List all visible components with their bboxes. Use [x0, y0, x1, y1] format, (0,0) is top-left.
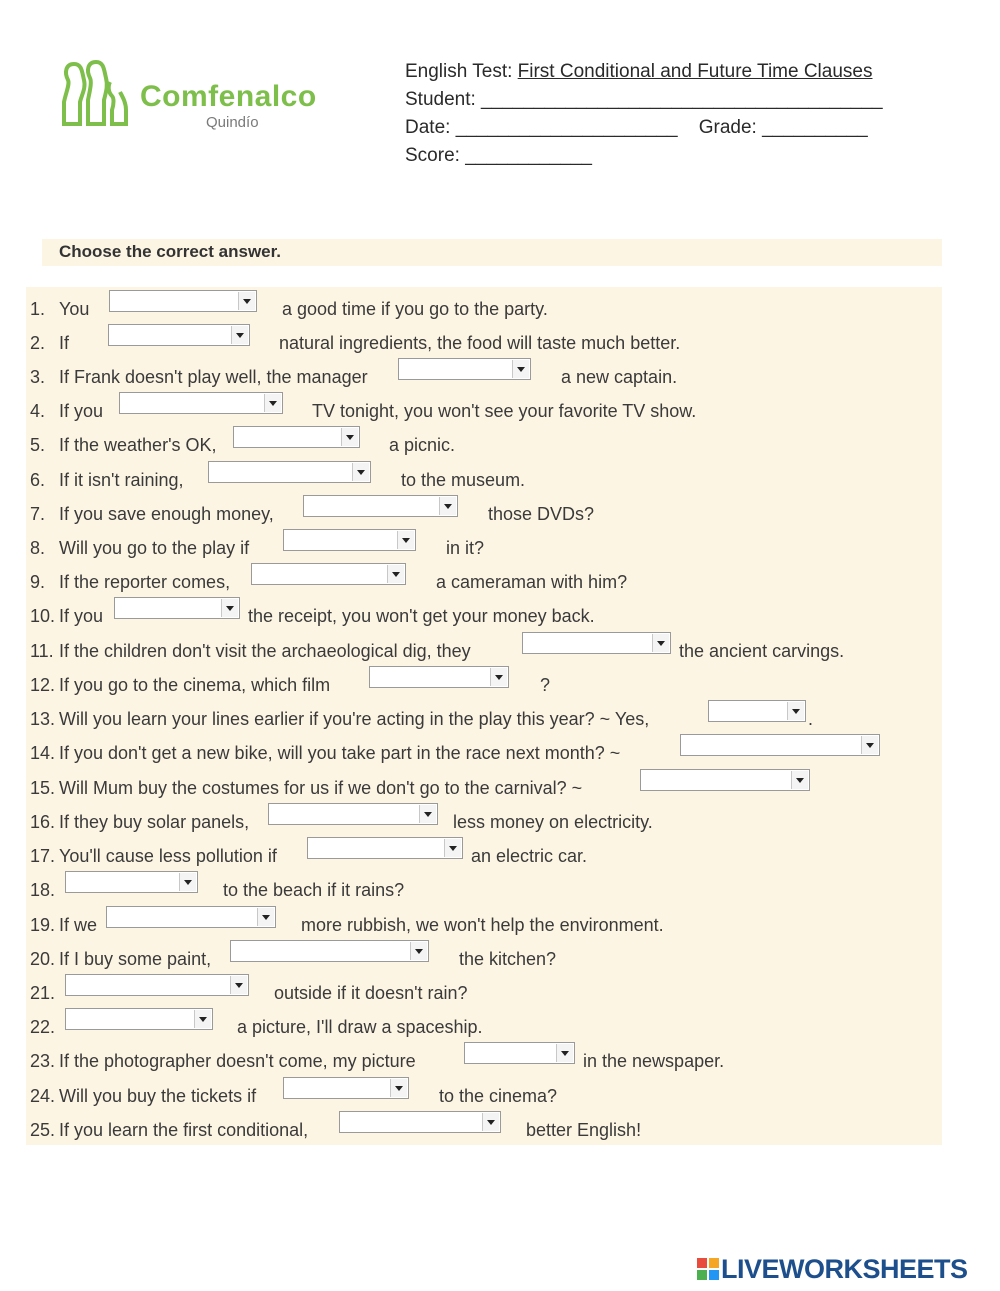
question-text-before: If [59, 333, 70, 353]
test-header [405, 58, 883, 170]
answer-dropdown[interactable] [106, 906, 276, 928]
question-number: 8. [30, 538, 46, 558]
answer-dropdown[interactable] [398, 358, 531, 380]
question-number: 10. [30, 606, 56, 626]
question-number: 3. [30, 367, 46, 387]
instruction-text: Choose the correct answer. [59, 242, 282, 261]
question-text-after: to the beach if it rains? [223, 880, 405, 900]
question-text-after: to the cinema? [439, 1086, 558, 1106]
question-text-after: . [808, 709, 814, 729]
logo-subtitle: Quindío [206, 114, 259, 131]
logo-figures-icon [60, 58, 136, 130]
answer-dropdown[interactable] [369, 666, 509, 688]
question-number: 4. [30, 401, 46, 421]
question-text-before: If the weather's OK, [59, 435, 217, 455]
question-number: 11. [30, 641, 54, 661]
question-text-before: If it isn't raining, [59, 470, 184, 490]
question-text-after: a good time if you go to the party. [282, 299, 548, 319]
answer-dropdown[interactable] [233, 426, 360, 448]
question-number: 18. [30, 880, 56, 900]
chevron-down-icon[interactable] [387, 565, 404, 583]
chevron-down-icon[interactable] [556, 1044, 573, 1062]
question-number: 14. [30, 743, 56, 763]
question-text-before: If the photographer doesn't come, my picture [59, 1051, 416, 1071]
question-text-before: If the children don't visit the archaeological dig, they [59, 641, 471, 661]
comfenalco-logo [60, 58, 350, 138]
question-number: 15. [30, 778, 56, 798]
chevron-down-icon[interactable] [238, 292, 255, 310]
chevron-down-icon[interactable] [179, 873, 196, 891]
question-number: 24. [30, 1086, 56, 1106]
score-line: Score: ____________ [405, 145, 592, 166]
chevron-down-icon[interactable] [264, 394, 281, 412]
test-title: First Conditional and Future Time Clauses [517, 61, 873, 82]
question-text-before: If we [59, 915, 98, 935]
chevron-down-icon[interactable] [787, 702, 804, 720]
question-text-before: If you save enough money, [59, 504, 274, 524]
student-line: Student: ______________________________________ [405, 89, 883, 110]
question-number: 25. [30, 1120, 56, 1140]
answer-dropdown[interactable] [268, 803, 438, 825]
question-text-before: If the reporter comes, [59, 572, 231, 592]
answer-dropdown[interactable] [109, 290, 257, 312]
chevron-down-icon[interactable] [861, 736, 878, 754]
chevron-down-icon[interactable] [257, 908, 274, 926]
answer-dropdown[interactable] [307, 837, 463, 859]
question-text-before: You'll cause less pollution if [59, 846, 277, 866]
question-text-after: a new captain. [561, 367, 678, 387]
question-number: 16. [30, 812, 56, 832]
chevron-down-icon[interactable] [231, 326, 248, 344]
question-number: 19. [30, 915, 56, 935]
chevron-down-icon[interactable] [410, 942, 427, 960]
chevron-down-icon[interactable] [397, 531, 414, 549]
question-text-after: the kitchen? [459, 949, 557, 969]
question-number: 12. [30, 675, 56, 695]
question-text-after: a cameraman with him? [436, 572, 628, 592]
date-grade-line: Date: _____________________ Grade: __________ [405, 117, 868, 138]
chevron-down-icon[interactable] [444, 839, 461, 857]
question-number: 21. [30, 983, 56, 1003]
question-text-before: If they buy solar panels, [59, 812, 250, 832]
answer-dropdown[interactable] [283, 529, 416, 551]
liveworksheets-logo [697, 1254, 968, 1285]
answer-dropdown[interactable] [208, 461, 371, 483]
question-text-after: a picnic. [389, 435, 456, 455]
question-text-after: to the museum. [401, 470, 526, 490]
answer-dropdown[interactable] [708, 700, 806, 722]
footer-brand: LIVEWORKSHEETS [721, 1254, 968, 1284]
question-number: 6. [30, 470, 46, 490]
answer-dropdown[interactable] [339, 1111, 501, 1133]
question-text-before: If Frank doesn't play well, the manager [59, 367, 368, 387]
answer-dropdown[interactable] [65, 974, 249, 996]
question-number: 9. [30, 572, 46, 592]
chevron-down-icon[interactable] [482, 1113, 499, 1131]
answer-dropdown[interactable] [65, 1008, 213, 1030]
answer-dropdown[interactable] [283, 1077, 409, 1099]
question-text-after: natural ingredients, the food will taste much better. [279, 333, 681, 353]
question-number: 17. [30, 846, 56, 866]
chevron-down-icon[interactable] [490, 668, 507, 686]
question-text-before: If you [59, 606, 104, 626]
question-text-before: If you learn the first conditional, [59, 1120, 309, 1140]
answer-dropdown[interactable] [230, 940, 429, 962]
question-text-before: If I buy some paint, [59, 949, 212, 969]
test-title-line [405, 58, 883, 86]
answer-dropdown[interactable] [65, 871, 198, 893]
answer-dropdown[interactable] [251, 563, 406, 585]
question-number: 20. [30, 949, 56, 969]
question-text-before: If you go to the cinema, which film [59, 675, 331, 695]
question-text-before: You [59, 299, 90, 319]
question-text-after: less money on electricity. [453, 812, 653, 832]
question-text-after: outside if it doesn't rain? [274, 983, 468, 1003]
question-text-before: Will you learn your lines earlier if you're acting in the play this year? ~ Yes, [59, 709, 650, 729]
liveworksheets-blocks-icon [697, 1258, 719, 1280]
question-number: 7. [30, 504, 46, 524]
question-text-before: Will you buy the tickets if [59, 1086, 257, 1106]
chevron-down-icon[interactable] [791, 771, 808, 789]
answer-dropdown[interactable] [522, 632, 671, 654]
question-text-before: Will you go to the play if [59, 538, 250, 558]
question-text-before: Will Mum buy the costumes for us if we don't go to the carnival? ~ [59, 778, 583, 798]
question-text-after: in it? [446, 538, 485, 558]
chevron-down-icon[interactable] [419, 805, 436, 823]
question-text-after: those DVDs? [488, 504, 595, 524]
chevron-down-icon[interactable] [652, 634, 669, 652]
question-number: 23. [30, 1051, 56, 1071]
answer-dropdown[interactable] [464, 1042, 575, 1064]
chevron-down-icon[interactable] [230, 976, 247, 994]
answer-dropdown[interactable] [680, 734, 880, 756]
answer-dropdown[interactable] [640, 769, 810, 791]
question-number: 13. [30, 709, 56, 729]
answer-dropdown[interactable] [303, 495, 458, 517]
question-text-after: an electric car. [471, 846, 588, 866]
question-number: 5. [30, 435, 46, 455]
answer-dropdown[interactable] [108, 324, 250, 346]
question-text-after: ? [540, 675, 551, 695]
question-text-before: If you [59, 401, 104, 421]
question-text-after: a picture, I'll draw a spaceship. [237, 1017, 483, 1037]
question-number: 1. [30, 299, 46, 319]
question-number: 22. [30, 1017, 56, 1037]
question-text-after: in the newspaper. [583, 1051, 725, 1071]
test-prefix: English Test: [405, 61, 518, 82]
question-text-after: the ancient carvings. [679, 641, 845, 661]
question-text-before: If you don't get a new bike, will you take part in the race next month? ~ [59, 743, 621, 763]
chevron-down-icon[interactable] [341, 428, 358, 446]
question-text-after: TV tonight, you won't see your favorite TV show. [312, 401, 697, 421]
question-text-after: better English! [526, 1120, 642, 1140]
question-text-after: the receipt, you won't get your money back. [248, 606, 595, 626]
chevron-down-icon[interactable] [194, 1010, 211, 1028]
chevron-down-icon[interactable] [221, 599, 238, 617]
logo-name: Comfenalco [140, 80, 317, 113]
answer-dropdown[interactable] [114, 597, 240, 619]
chevron-down-icon[interactable] [512, 360, 529, 378]
answer-dropdown[interactable] [119, 392, 283, 414]
chevron-down-icon[interactable] [352, 463, 369, 481]
question-text-after: more rubbish, we won't help the environment. [301, 915, 664, 935]
chevron-down-icon[interactable] [439, 497, 456, 515]
chevron-down-icon[interactable] [390, 1079, 407, 1097]
question-number: 2. [30, 333, 46, 353]
